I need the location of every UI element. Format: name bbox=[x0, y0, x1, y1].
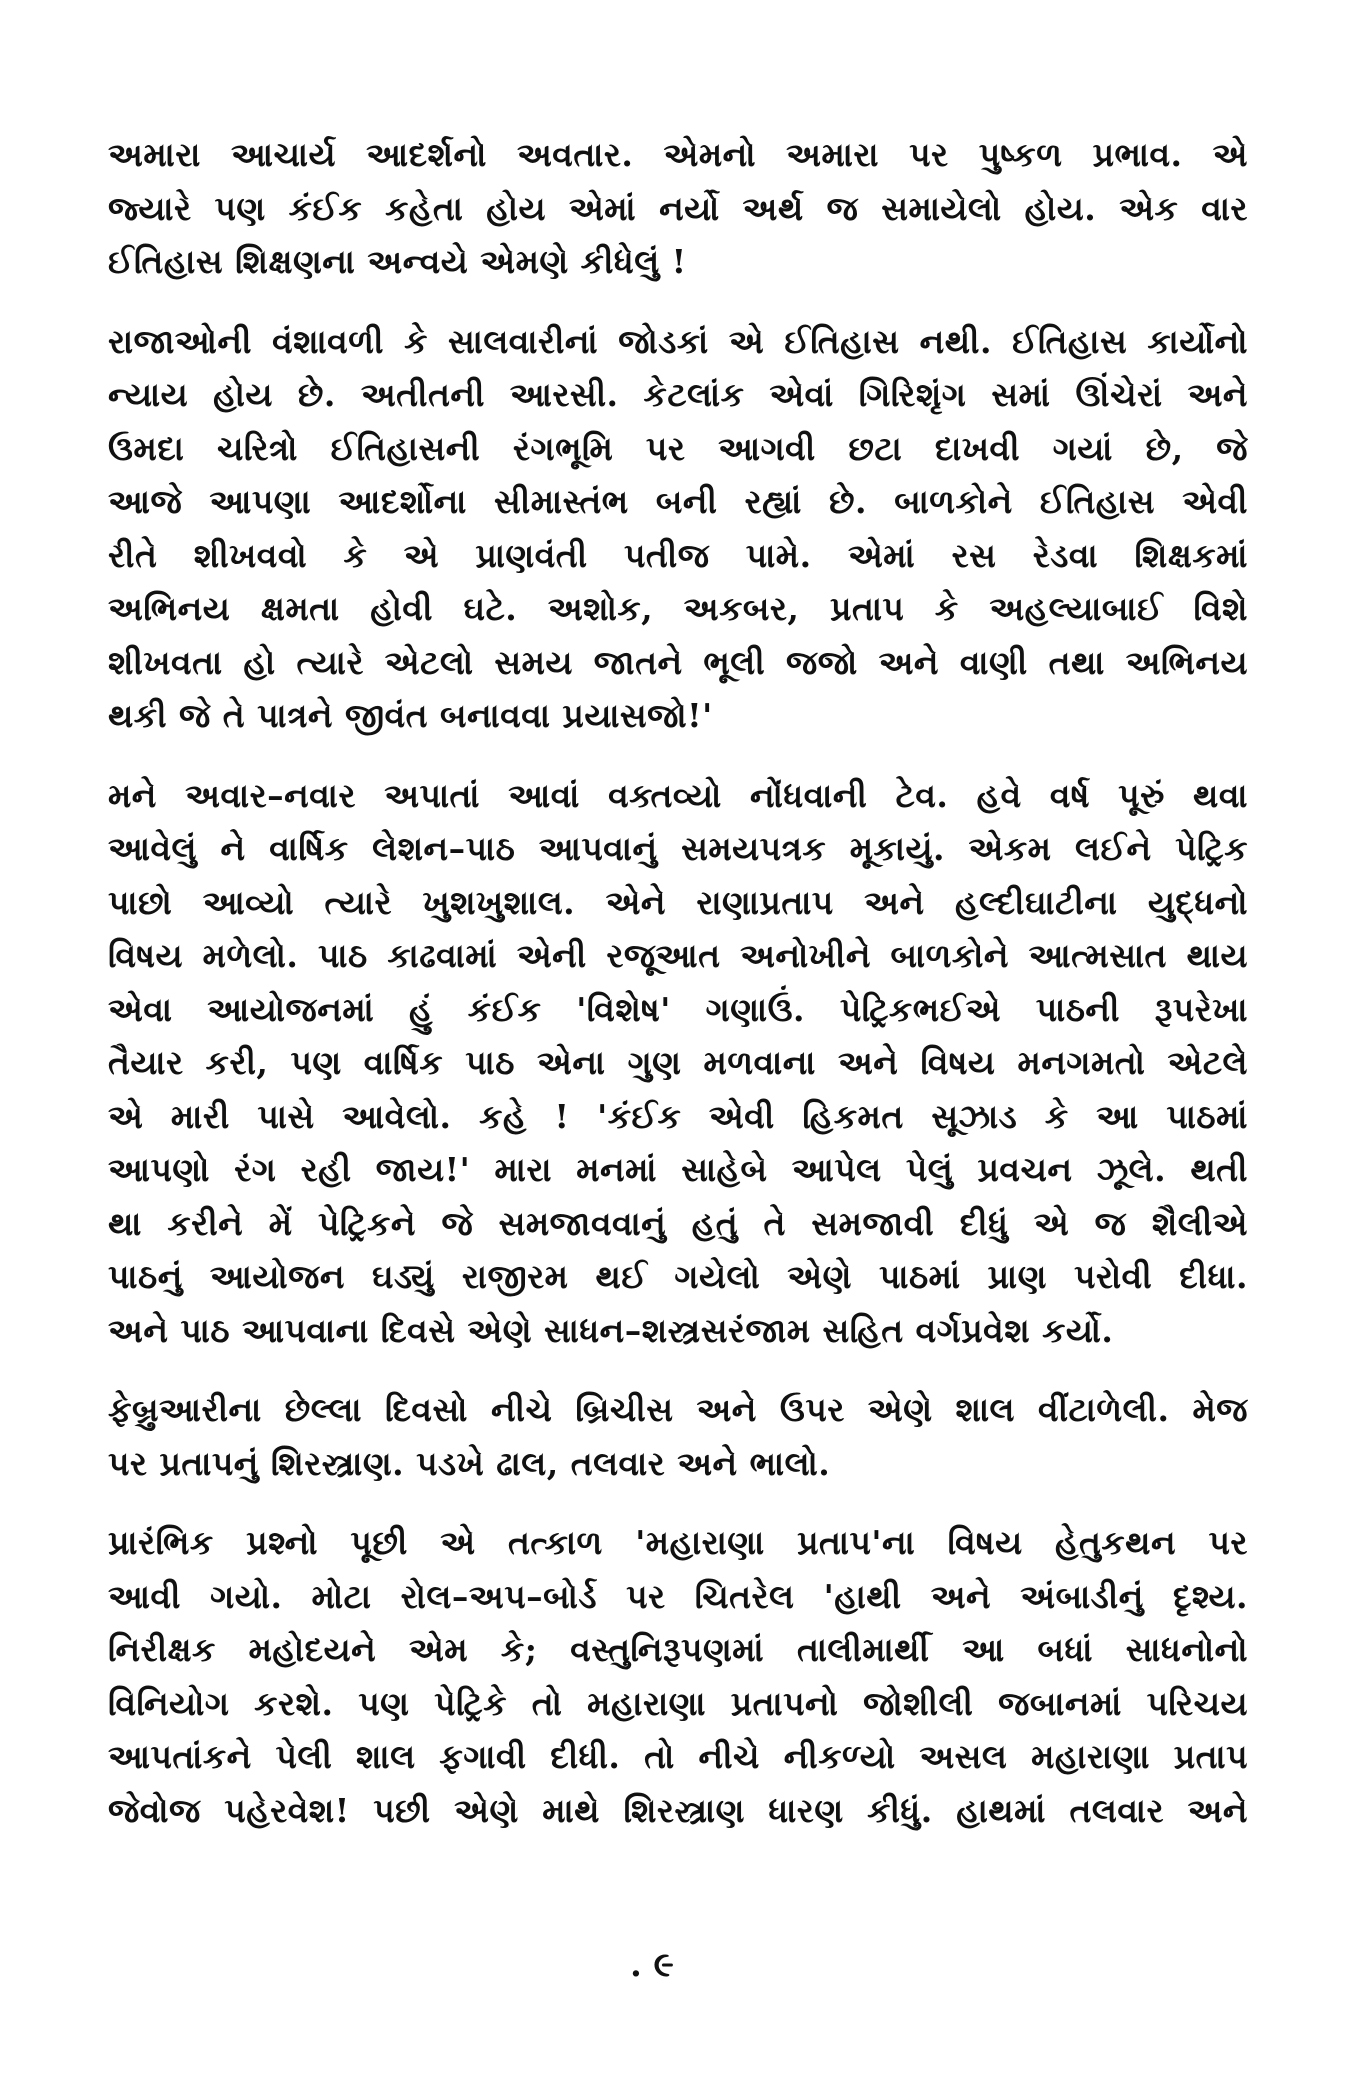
text-line: એવા આયોજનમાં હું કંઈક 'વિશેષ' ગણાઉં. પેટ્રિકભઈએ પાઠની રૂપરેખા bbox=[108, 989, 1248, 1029]
text-line: ઉમદા ચરિત્રો ઈતિહાસની રંગભૂમિ પર આગવી છટા દાખવી ગયાં છે, જે bbox=[108, 428, 1248, 468]
text-line: જ્યારે પણ કંઈક કહેતા હોય એમાં નર્યો અર્થ જ સમાયેલો હોય. એક વાર bbox=[108, 188, 1248, 228]
text-line: પાછો આવ્યો ત્યારે ખુશખુશાલ. એને રાણાપ્રતાપ અને હલ્દીઘાટીના યુદ્ધનો bbox=[108, 882, 1248, 922]
text-line: જેવોજ પહેરવેશ! પછી એણે માથે શિરસ્ત્રાણ ધારણ કીધું. હાથમાં તલવાર અને bbox=[108, 1790, 1248, 1830]
text-line: અભિનય ક્ષમતા હોવી ઘટે. અશોક, અકબર, પ્રતાપ કે અહલ્યાબાઈ વિશે bbox=[108, 589, 1248, 628]
text-line: ન્યાય હોય છે. અતીતની આરસી. કેટલાંક એવાં ગિરિશૃંગ સમાં ઊંચેરાં અને bbox=[108, 375, 1248, 414]
paragraph-1 bbox=[108, 128, 1248, 289]
text-line: પ્રારંભિક પ્રશ્નો પૂછી એ તત્કાળ 'મહારાણા પ્રતાપ'ના વિષય હેતુકથન પર bbox=[108, 1523, 1248, 1562]
text-line: ઈતિહાસ શિક્ષણના અન્વયે એમણે કીધેલું ! bbox=[108, 242, 687, 281]
text-line: એ મારી પાસે આવેલો. કહે ! 'કંઈક એવી હિકમત સૂઝાડ કે આ પાઠમાં bbox=[108, 1096, 1248, 1136]
text-line: પર પ્રતાપનું શિરસ્ત્રાણ. પડખે ઢાલ, તલવાર અને ભાલો. bbox=[108, 1443, 831, 1483]
page-body bbox=[108, 128, 1248, 1863]
text-line: તૈયાર કરી, પણ વાર્ષિક પાઠ એના ગુણ મળવાના અને વિષય મનગમતો એટલે bbox=[108, 1043, 1248, 1082]
text-line: થા કરીને મેં પેટ્રિકને જે સમજાવવાનું હતું તે સમજાવી દીધું એ જ શૈલીએ bbox=[108, 1203, 1248, 1243]
text-line: આપણો રંગ રહી જાય!' મારા મનમાં સાહેબે આપેલ પેલું પ્રવચન ઝૂલે. થતી bbox=[108, 1150, 1248, 1189]
text-line: ફેબ્રુઆરીના છેલ્લા દિવસો નીચે બ્રિચીસ અને ઉપર એણે શાલ વીંટાળેલી. મેજ bbox=[108, 1390, 1248, 1429]
text-line: આપતાંકને પેલી શાલ ફગાવી દીધી. તો નીચે નીકળ્યો અસલ મહારાણા પ્રતાપ bbox=[108, 1737, 1248, 1776]
text-line: પાઠનું આયોજન ઘડ્યું રાજીરમ થઈ ગયેલો એણે પાઠમાં પ્રાણ પરોવી દીધા. bbox=[108, 1257, 1248, 1296]
text-line: વિનિયોગ કરશે. પણ પેટ્રિકે તો મહારાણા પ્રતાપનો જોશીલી જબાનમાં પરિચય bbox=[108, 1683, 1248, 1723]
text-line: શીખવતા હો ત્યારે એટલો સમય જાતને ભૂલી જજો અને વાણી તથા અભિનય bbox=[108, 642, 1248, 682]
text-line: થકી જે તે પાત્રને જીવંત બનાવવા પ્રયાસજો!' bbox=[108, 696, 713, 735]
text-line: રાજાઓની વંશાવળી કે સાલવારીનાં જોડકાં એ ઈતિહાસ નથી. ઈતિહાસ કાર્યોનો bbox=[108, 321, 1248, 361]
text-line: અને પાઠ આપવાના દિવસે એણે સાધન–શસ્ત્રસરંજામ સહિત વર્ગપ્રવેશ કર્યો. bbox=[108, 1310, 1114, 1350]
text-line: રીતે શીખવવો કે એ પ્રાણવંતી પતીજ પામે. એમાં રસ રેડવા શિક્ષકમાં bbox=[108, 535, 1248, 575]
text-line: આવેલું ને વાર્ષિક લેશન–પાઠ આપવાનું સમયપત્રક મૂકાયું. એકમ લઈને પેટ્રિક bbox=[108, 829, 1248, 868]
text-line: અમારા આચાર્ય આદર્શનો અવતાર. એમનો અમારા પર પુષ્કળ પ્રભાવ. એ bbox=[108, 135, 1248, 174]
text-line: નિરીક્ષક મહોદયને એમ કે; વસ્તુનિરૂપણમાં તાલીમાર્થી આ બધાં સાધનોનો bbox=[108, 1630, 1248, 1669]
paragraph-5 bbox=[108, 1516, 1248, 1837]
paragraph-3 bbox=[108, 769, 1248, 1358]
paragraph-4 bbox=[108, 1383, 1248, 1490]
text-line: આવી ગયો. મોટા રોલ–અપ–બોર્ડ પર ચિતરેલ 'હાથી અને અંબાડીનું દૃશ્ય. bbox=[108, 1576, 1248, 1616]
text-line: વિષય મળેલો. પાઠ કાઢવામાં એની રજૂઆત અનોખીને બાળકોને આત્મસાત થાય bbox=[108, 936, 1248, 975]
paragraph-2 bbox=[108, 315, 1248, 743]
text-line: મને અવાર–નવાર અપાતાં આવાં વક્તવ્યો નોંધવાની ટેવ. હવે વર્ષ પૂરું થવા bbox=[108, 775, 1248, 815]
page-number: . ૯ bbox=[630, 1945, 674, 1985]
text-line: આજે આપણા આદર્શોના સીમાસ્તંભ બની રહ્યાં છે. બાળકોને ઈતિહાસ એવી bbox=[108, 482, 1248, 521]
